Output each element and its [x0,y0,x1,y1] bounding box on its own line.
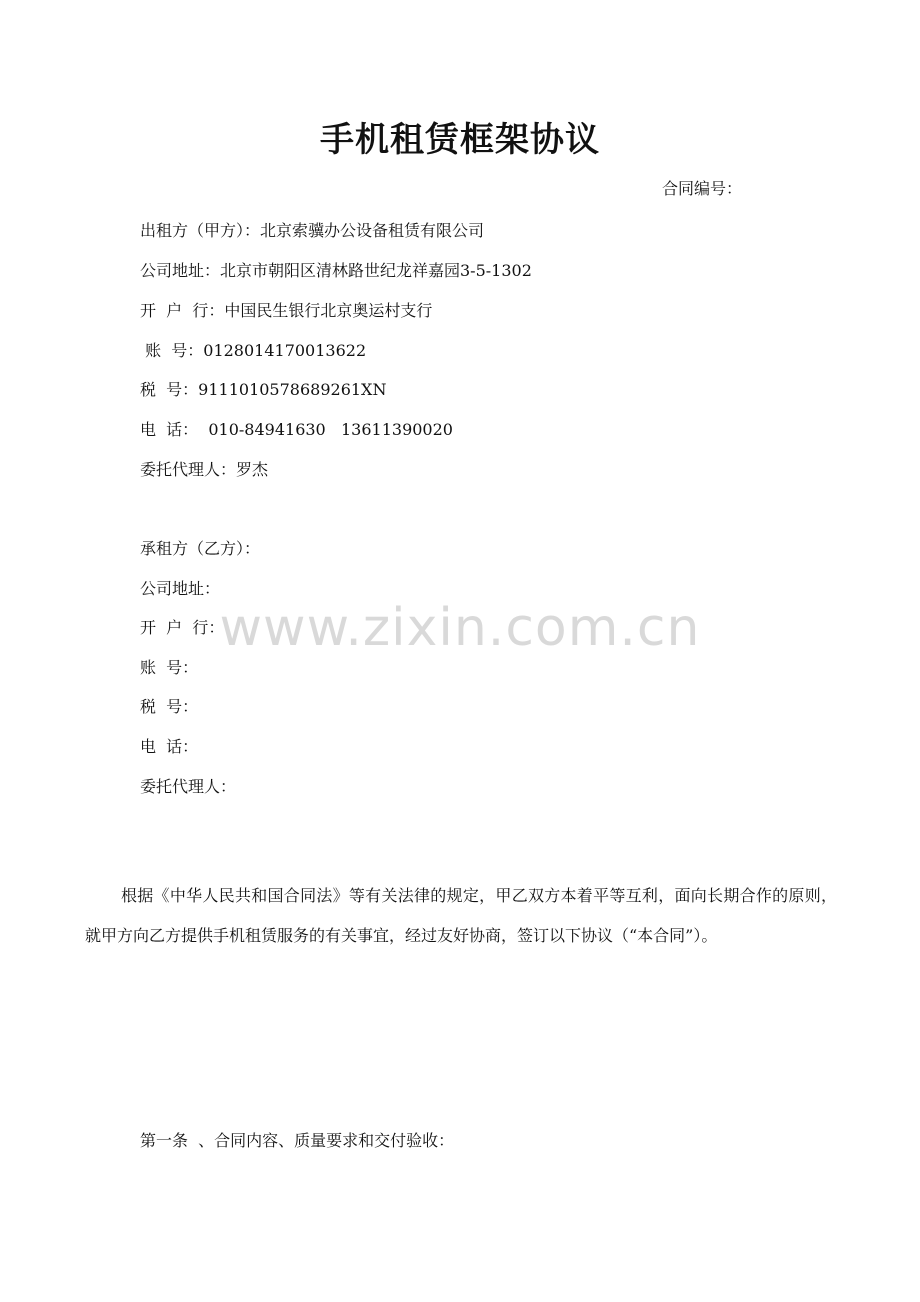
party-a-agent: 委托代理人：罗杰 [140,460,269,479]
party-a-heading: 出租方（甲方）：北京索骥办公设备租赁有限公司 [140,221,485,240]
party-b-phone: 电 话： [140,737,199,756]
party-b-bank: 开 户 行： [140,618,225,637]
page-title: 手机租赁框架协议 [320,120,600,160]
preamble-paragraph: 根据《中华人民共和国合同法》等有关法律的规定，甲乙双方本着平等互利，面向长期合作的原则，就甲方向乙方提供手机租赁服务的有关事宜，经过友好协商，签订以下协议（“本合同”）。 [85,886,837,945]
party-b-agent: 委托代理人： [140,777,237,796]
party-a-phone: 电 话： 010-84941630 13611390020 [140,420,453,439]
party-b-heading: 承租方（乙方）： [140,539,261,558]
article-1-heading: 第一条 、合同内容、质量要求和交付验收： [140,1131,455,1150]
party-a-address: 公司地址：北京市朝阳区清林路世纪龙祥嘉园3-5-1302 [140,261,532,280]
party-b-account: 账 号： [140,658,199,677]
party-b-tax-number: 税 号： [140,697,199,716]
watermark-text: www.zixin.com.cn [219,598,701,658]
party-a-tax-number: 税 号：9111010578689261XN [140,380,387,399]
contract-number-label: 合同编号： [662,179,743,198]
party-a-bank: 开 户 行：中国民生银行北京奥运村支行 [140,301,433,320]
party-a-account: 账 号：0128014170013622 [140,341,367,360]
party-b-address: 公司地址： [140,579,221,598]
